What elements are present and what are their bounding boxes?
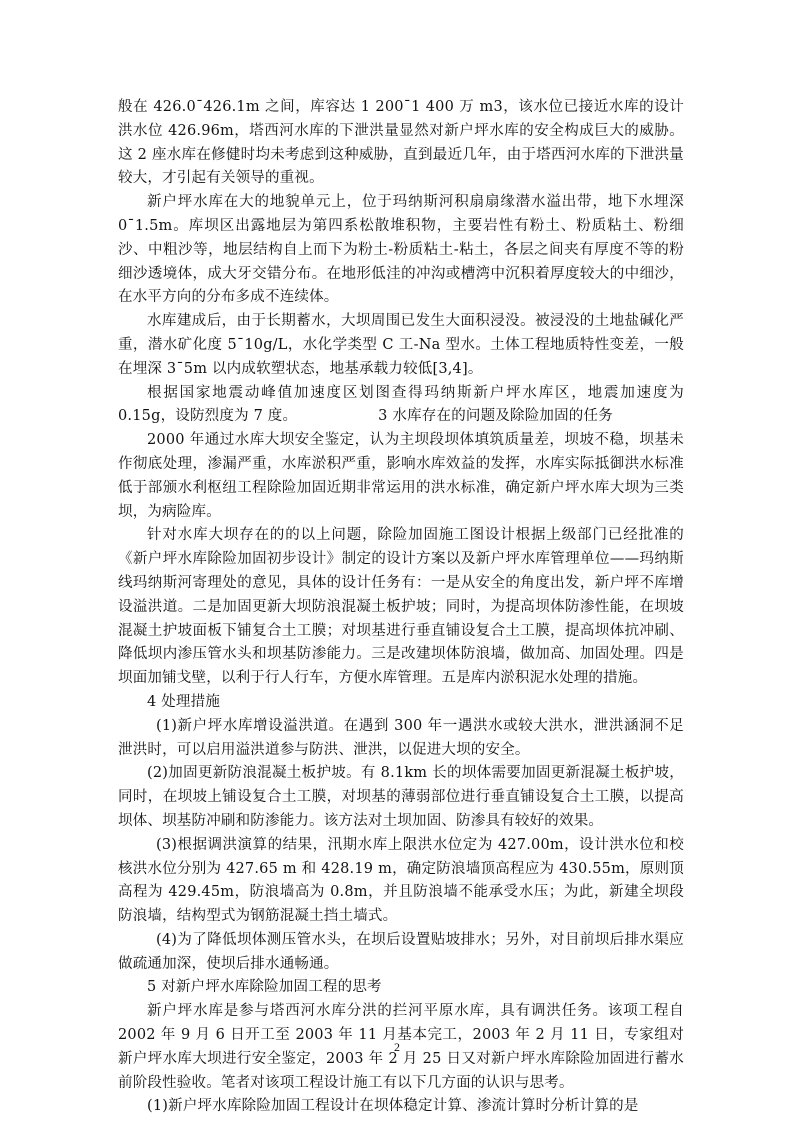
- measure-item-4: (4)为了降低坝体测压管水头，在坝后设置贴坡排水；另外，对目前坝后排水渠应做疏通加深，使坝后排水通畅通。: [118, 931, 684, 972]
- paragraph-project-timeline: 新户坪水库是参与塔西河水库分洪的拦河平原水库，具有调洪任务。该项工程自 2002 年 9 月 6 日开工至 2003 年 11 月基本完工，2003 年 2 月 11 日，专家组对新户坪水库大坝进行安全鉴定，2003 年 2 月 25 日又对新户坪水库除险加固进行蓄水前阶段性验收。笔者对该项工程设计施工有以下几方面的认识与思考。: [118, 1003, 684, 1091]
- paragraph-geology: 新户坪水库在大的地貌单元上，位于玛纳斯河积扇扇缘潜水溢出带，地下水埋深 0¯1.5m。库坝区出露地层为第四系松散堆积物，主要岩性有粉土、粉质粘土、粉细沙、中粗沙等，地层结构自上而下为粉土-粉质粘土-粘土，各层之间夹有厚度不等的粉细沙透境体，成大牙交错分布。在地形低洼的冲沟或槽湾中沉积着厚度较大的中细沙，在水平方向的分布多成不连续体。: [118, 194, 684, 306]
- paragraph-reflection-1: (1)新户坪水库除险加固工程设计在坝体稳定计算、渗流计算时分析计算的是: [147, 1098, 639, 1115]
- paragraph-safety-assessment: 2000 年通过水库大坝安全鉴定，认为主坝段坝体填筑质量差，坝坡不稳，坝基未作彻底处理，渗漏严重，水库淤积严重，影响水库效益的发挥，水库实际抵御洪水标准低于部颁水利枢纽工程除险加固近期非常运用的洪水标准，确定新户坪水库大坝为三类坝，为病险库。: [118, 432, 684, 520]
- document-body: [118, 96, 684, 1119]
- measure-item-2: (2)加固更新防浪混凝土板护坡。有 8.1km 长的坝体需要加固更新混凝土板护坡，同时，在坝坡上铺设复合土工膜，对坝基的薄弱部位进行垂直铺设复合土工膜，以提高坝体、坝基防冲刷和防渗能力。该方法对土坝加固、防渗具有较好的效果。: [118, 765, 684, 829]
- measure-item-1: (1)新户坪水库增设溢洪道。在遇到 300 年一遇洪水或较大洪水，泄洪涵洞不足泄洪时，可以启用溢洪道参与防洪、泄洪，以促进大坝的安全。: [118, 717, 684, 758]
- section-heading-measures: 4 处理措施: [147, 693, 221, 710]
- measure-item-3: (3)根据调洪演算的结果，汛期水库上限洪水位定为 427.00m，设计洪水位和校核洪水位分别为 427.65 m 和 428.19 m，确定防浪墙顶高程应为 430.55m，原则顶高程为 429.45m，防浪墙高为 0.8m，并且防浪墙不能承受水压；为此，新建全坝段防浪墙，结构型式为钢筋混凝土挡土墙式。: [118, 836, 684, 925]
- page-number: 2: [394, 1040, 400, 1054]
- paragraph-design-tasks: 针对水库大坝存在的的以上问题，除险加固施工图设计根据上级部门已经批准的《新户坪水库除险加固初步设计》制定的设计方案以及新户坪水库管理单位——玛纳斯线玛纳斯河寄理处的意见，具体的设计任务有：一是从安全的角度出发，新户坪不库增设溢洪道。二是加固更新大坝防浪混凝土板护坡；同时，为提高坝体防渗性能，在坝坡混凝土护坡面板下铺复合土工膜；对坝基进行垂直铺设复合土工膜，提高坝体抗冲刷、降低坝内渗压管水头和坝基防渗能力。三是改建坝体防浪墙，做加高、加固处理。四是坝面加铺戈壁，以利于行人行车，方便水库管理。五是库内淤积泥水处理的措施。: [118, 527, 684, 687]
- paragraph-seismic: 根据国家地震动峰值加速度区划图查得玛纳斯新户坪水库区，地震加速度为 0.15g，设防烈度为 7 度。 3 水库存在的问题及除险加固的任务: [118, 384, 684, 425]
- paragraph-reservoir-capacity: 般在 426.0¯426.1m 之间，库容达 1 200¯1 400 万 m3，该水位已接近水库的设计洪水位 426.96m，塔西河水库的下泄洪量显然对新户坪水库的安全构成巨大的威胁。这 2 座水库在修健时均未考虑到这种威胁，直到最近几年，由于塔西河水库的下泄洪量较大，才引起有关领导的重视。: [118, 99, 684, 187]
- section-heading-reflections: 5 对新户坪水库除险加固工程的思考: [147, 979, 382, 996]
- paragraph-inundation: 水库建成后，由于长期蓄水，大坝周围已发生大面积浸没。被浸没的土地盐碱化严重，潜水矿化度 5¯10g/L，水化学类型 C 工-Na 型水。土体工程地质特性变差，一般在埋深 3¯5m 以内成软塑状态，地基承载力较低[3,4]。: [118, 313, 684, 377]
